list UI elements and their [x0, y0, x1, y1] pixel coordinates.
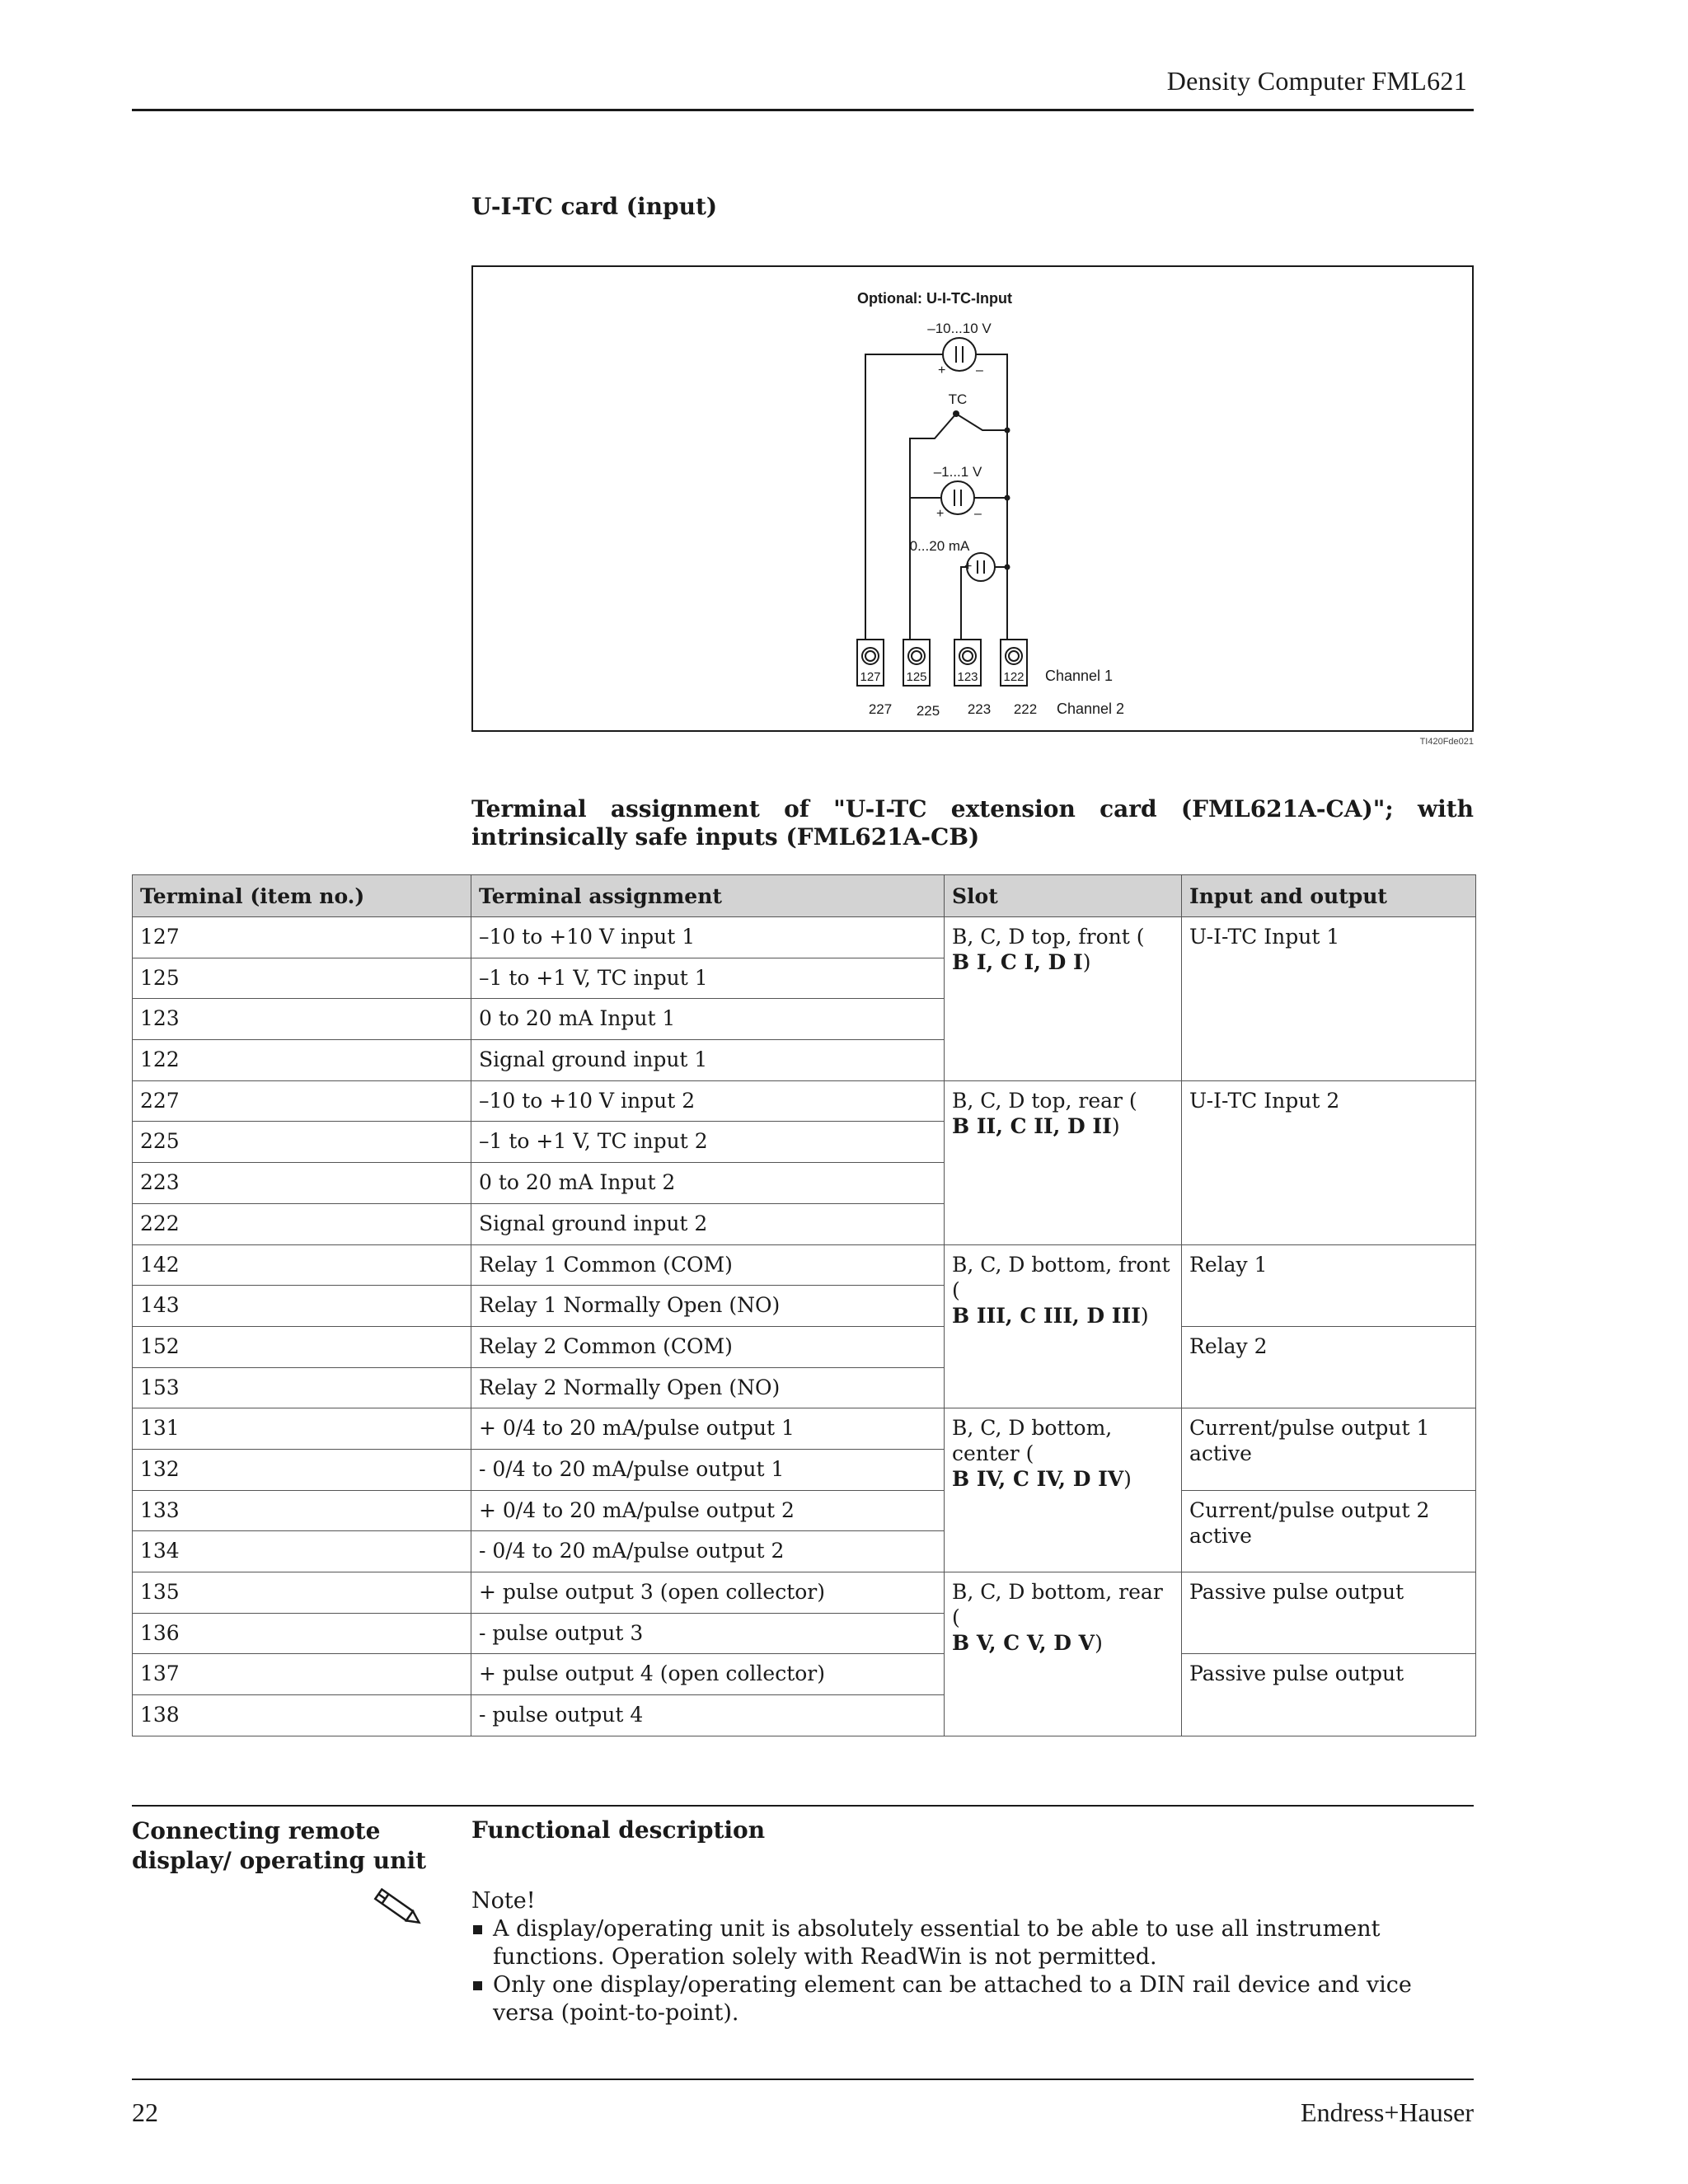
terminal-assignment: –1 to +1 V, TC input 1 [471, 958, 945, 999]
table-header-row [133, 875, 1476, 917]
io-cell: Current/pulse output 2 active [1182, 1490, 1476, 1572]
section-divider [132, 1805, 1474, 1807]
terminal-assignment: Relay 1 Common (COM) [471, 1244, 945, 1286]
table-caption: Terminal assignment of "U-I-TC extension card (FML621A-CA)"; with intrinsically safe inputs (FML621A-CB) [471, 795, 1474, 851]
list-item: Only one display/operating element can be attached to a DIN rail device and vice versa (point-to-point). [471, 1971, 1474, 2027]
io-cell: U-I-TC Input 2 [1182, 1080, 1476, 1244]
page-number: 22 [132, 2097, 158, 2127]
slot-cell: B, C, D top, front ( B I, C I, D I) [945, 917, 1182, 1081]
terminal-number: 136 [133, 1613, 471, 1654]
plus-sign: + [964, 560, 973, 574]
minus-sign: – [997, 560, 1005, 574]
table-row [133, 1490, 1476, 1531]
terminal-label-123: 123 [957, 670, 978, 684]
terminal-number: 127 [133, 917, 471, 958]
header-rule [132, 109, 1474, 111]
terminal-assignment: - 0/4 to 20 mA/pulse output 2 [471, 1531, 945, 1572]
terminal-number: 125 [133, 958, 471, 999]
plus-sign: + [938, 363, 946, 377]
terminal-assignment: - pulse output 4 [471, 1695, 945, 1736]
slot-cell: B, C, D top, rear ( B II, C II, D II) [945, 1080, 1182, 1244]
voltage-source-10v-symbol [943, 338, 976, 371]
channel-1-label: Channel 1 [1045, 668, 1114, 684]
terminal-number: 123 [133, 999, 471, 1040]
terminal-label-122: 122 [1003, 670, 1025, 684]
slot-cell: B, C, D bottom, rear ( B V, C V, D V) [945, 1572, 1182, 1736]
label-10v: –10...10 V [927, 321, 992, 336]
thermocouple-symbol [910, 414, 1007, 465]
pencil-note-icon [363, 1882, 429, 1935]
table-row [133, 917, 1476, 958]
side-heading: Connecting remote display/ operating unit [132, 1817, 427, 1874]
footer-rule [132, 2079, 1474, 2080]
terminal-number: 132 [133, 1449, 471, 1490]
io-cell: Passive pulse output [1182, 1654, 1476, 1736]
terminal-number: 133 [133, 1490, 471, 1531]
note-list [471, 1915, 1474, 2027]
label-1v: –1...1 V [933, 464, 982, 480]
terminal-assignment: - 0/4 to 20 mA/pulse output 1 [471, 1449, 945, 1490]
slot-cell: B, C, D bottom, front ( B III, C III, D III) [945, 1244, 1182, 1408]
terminal-assignment: - pulse output 3 [471, 1613, 945, 1654]
terminal-assignment: –10 to +10 V input 1 [471, 917, 945, 958]
terminal-assignment: 0 to 20 mA Input 1 [471, 999, 945, 1040]
terminal-assignment: Relay 1 Normally Open (NO) [471, 1286, 945, 1327]
minus-sign: – [974, 507, 982, 521]
minus-sign: – [976, 363, 983, 377]
label-20ma: 0...20 mA [909, 538, 970, 554]
terminal-number: 223 [133, 1163, 471, 1204]
terminal-number: 131 [133, 1408, 471, 1450]
wiring-diagram [471, 265, 1474, 732]
note-label: Note! [471, 1888, 536, 1914]
terminal-label-222: 222 [1013, 701, 1038, 717]
terminal-assignment: Relay 2 Normally Open (NO) [471, 1367, 945, 1408]
terminal-label-127: 127 [860, 670, 881, 684]
voltage-source-1v-symbol [941, 481, 974, 514]
table-row [133, 1408, 1476, 1450]
section-title: U-I-TC card (input) [471, 193, 718, 220]
table-row [133, 1080, 1476, 1122]
terminal-assignment: Signal ground input 1 [471, 1040, 945, 1081]
wiring-diagram-svg [473, 267, 1472, 730]
terminal-assignment: + 0/4 to 20 mA/pulse output 2 [471, 1490, 945, 1531]
terminal-assignment: + pulse output 4 (open collector) [471, 1654, 945, 1695]
terminal-assignment: + 0/4 to 20 mA/pulse output 1 [471, 1408, 945, 1450]
terminal-number: 153 [133, 1367, 471, 1408]
figure-id: TI420Fde021 [1419, 737, 1474, 747]
terminal-number: 227 [133, 1080, 471, 1122]
terminal-number: 143 [133, 1286, 471, 1327]
plus-sign: + [936, 507, 945, 521]
terminal-label-227: 227 [868, 701, 893, 717]
table-row [133, 1654, 1476, 1695]
io-cell: Current/pulse output 1 active [1182, 1408, 1476, 1490]
bullet-icon [473, 1981, 482, 1990]
table-row [133, 1326, 1476, 1367]
terminal-number: 134 [133, 1531, 471, 1572]
document-title: Density Computer FML621 [1166, 66, 1467, 96]
terminal-number: 222 [133, 1203, 471, 1244]
terminal-label-125: 125 [906, 670, 927, 684]
label-tc: TC [948, 391, 968, 407]
terminal-assignment: + pulse output 3 (open collector) [471, 1572, 945, 1614]
column-header: Slot [945, 875, 1182, 917]
terminal-assignment: Relay 2 Common (COM) [471, 1326, 945, 1367]
terminal-number: 137 [133, 1654, 471, 1695]
diagram-heading: Optional: U-I-TC-Input [857, 290, 1012, 307]
slot-cell: B, C, D bottom, center ( B IV, C IV, D IV) [945, 1408, 1182, 1572]
terminal-number: 225 [133, 1122, 471, 1163]
terminal-number: 152 [133, 1326, 471, 1367]
terminal-assignment: –1 to +1 V, TC input 2 [471, 1122, 945, 1163]
terminal-assignment: –10 to +10 V input 2 [471, 1080, 945, 1122]
list-item: A display/operating unit is absolutely essential to be able to use all instrument functions. Operation solely with ReadWin is not permitted. [471, 1915, 1474, 1971]
terminal-assignment-table [132, 874, 1476, 1736]
column-header: Terminal assignment [471, 875, 945, 917]
terminal-label-225: 225 [916, 703, 940, 719]
terminal-number: 135 [133, 1572, 471, 1614]
column-header: Terminal (item no.) [133, 875, 471, 917]
brand-name: Endress+Hauser [1301, 2097, 1474, 2127]
channel-2-label: Channel 2 [1057, 701, 1125, 717]
column-header: Input and output [1182, 875, 1476, 917]
terminal-assignment: 0 to 20 mA Input 2 [471, 1163, 945, 1204]
terminal-number: 138 [133, 1695, 471, 1736]
functional-description-heading: Functional description [471, 1816, 766, 1844]
io-cell: U-I-TC Input 1 [1182, 917, 1476, 1081]
table-row [133, 1244, 1476, 1286]
table-row [133, 1572, 1476, 1614]
io-cell: Passive pulse output [1182, 1572, 1476, 1654]
bullet-icon [473, 1925, 482, 1934]
terminal-number: 142 [133, 1244, 471, 1286]
terminal-assignment: Signal ground input 2 [471, 1203, 945, 1244]
note-block [471, 1887, 1474, 2027]
terminal-number: 122 [133, 1040, 471, 1081]
terminal-label-223: 223 [967, 701, 992, 717]
io-cell: Relay 2 [1182, 1326, 1476, 1408]
io-cell: Relay 1 [1182, 1244, 1476, 1326]
